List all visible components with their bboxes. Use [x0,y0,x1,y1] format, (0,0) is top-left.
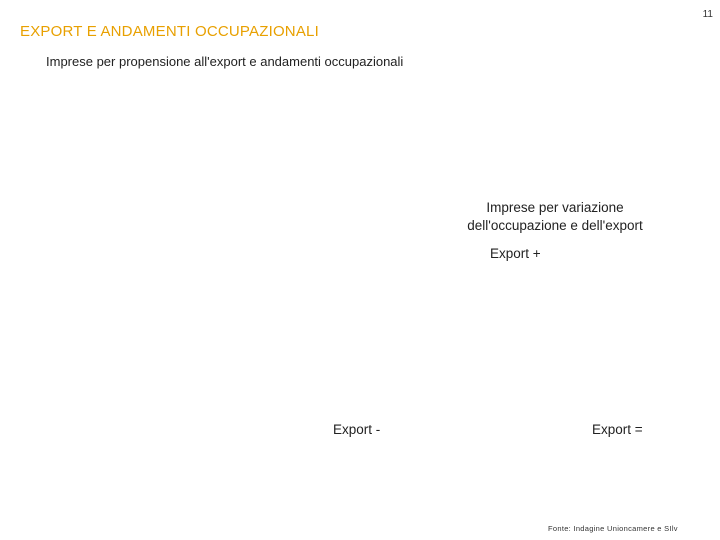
chart-caption [440,199,670,235]
export-plus-label: Export + [490,246,541,261]
export-minus-label: Export - [333,422,381,437]
page-subtitle: Imprese per propensione all'export e andamenti occupazionali [46,54,404,69]
page-number: 11 [702,9,713,20]
page-title: EXPORT E ANDAMENTI OCCUPAZIONALI [20,23,319,40]
export-equal-label: Export = [592,422,643,437]
chart-caption-line-1: Imprese per variazione [486,200,624,215]
source-note: Fonte: Indagine Unioncamere e SIlv [548,524,678,533]
chart-caption-line-2: dell'occupazione e dell'export [467,218,643,233]
